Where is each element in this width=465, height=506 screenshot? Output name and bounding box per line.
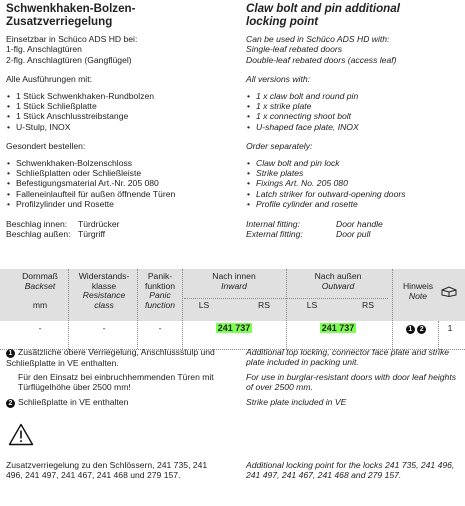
note-1b-en: For use in burglar-resistant doors with door leaf heights of over 2500 mm. xyxy=(246,372,457,393)
list-item: • 1 x claw bolt and round pin xyxy=(246,91,465,101)
header-outward: Nach außen Outward xyxy=(314,271,362,291)
package-icon xyxy=(441,286,457,297)
header-backset: Dornmaß Backset xyxy=(22,271,58,291)
usage-intro-de: Einsetzbar in Schüco ADS HD bei: xyxy=(6,34,138,44)
header-panic: Panik- funktion Panic function xyxy=(144,271,176,310)
list-item: • U-shaped face plate, INOX xyxy=(246,122,465,132)
all-versions-list-de xyxy=(6,91,228,133)
table-divider xyxy=(438,321,439,349)
usage-item-de: 2-flg. Anschlagtüren (Gangflügel) xyxy=(6,54,132,65)
cell-panic: - xyxy=(158,323,162,333)
list-item: • Claw bolt and pin lock xyxy=(246,158,465,168)
list-item: • 1 Stück Schwenkhaken-Rundbolzen xyxy=(6,91,228,101)
header-backset-unit: mm xyxy=(32,300,48,310)
german-column xyxy=(6,2,228,240)
note-1-en: Additional top locking, connector face plate and strike plate included in packing unit. xyxy=(246,347,450,368)
list-item: • 1 x strike plate xyxy=(246,101,465,111)
order-list-de xyxy=(6,158,228,210)
cell-backset: - xyxy=(38,323,42,333)
note-1b-de: Für den Einsatz bei einbruchhemmenden Türen mit Türflügelhöhe über 2500 mm! xyxy=(18,372,214,393)
english-column xyxy=(246,2,465,240)
header-note: Hinweis Note xyxy=(402,281,434,301)
header-inward: Nach innen Inward xyxy=(212,271,256,291)
list-item: • Strike plates xyxy=(246,168,465,178)
order-list-en xyxy=(246,158,465,210)
title-en: Claw bolt and pin additional locking point xyxy=(246,2,400,28)
note-2-en: Strike plate included in VE xyxy=(246,397,347,407)
cell-inward-article xyxy=(184,324,284,334)
article-number: 241 737 xyxy=(321,323,355,333)
usage-item-en: Single-leaf rebated doors xyxy=(246,44,343,55)
list-item: • Schließplatten oder Schließleiste xyxy=(6,168,228,178)
note-number-icon: 1 xyxy=(406,325,415,334)
warning-icon xyxy=(8,423,34,446)
table-divider xyxy=(392,269,393,349)
note-number-icon: 2 xyxy=(6,399,15,408)
note-1-de: 1 Zusätzliche obere Verriegelung, Anschlussstulp und Schließplatte in VE enthalten. xyxy=(6,347,215,368)
usage-item-de: 1-flg. Anschlagtüren xyxy=(6,44,82,55)
list-item: • Befestigungsmaterial Art.-Nr. 205 080 xyxy=(6,178,228,188)
header-outward-rs: RS xyxy=(362,300,374,310)
cell-resistance: - xyxy=(102,323,106,333)
list-item: • U-Stulp, INOX xyxy=(6,122,228,132)
footer-en: Additional locking point for the locks 241 735, 241 496, 241 497, 241 467, 241 468 and 279 157. xyxy=(246,460,455,481)
header-inward-ls: LS xyxy=(198,300,210,310)
list-item: • 1 Stück Schließplatte xyxy=(6,101,228,111)
table-divider xyxy=(184,298,388,299)
all-versions-heading-de: Alle Ausführungen mit: xyxy=(6,74,92,85)
fitting-row-de: Beschlag innen: Türdrücker xyxy=(6,218,120,229)
fitting-row-en: Internal fitting: Door handle xyxy=(246,218,383,229)
list-item: • Profile cylinder and rosette xyxy=(246,199,465,209)
fitting-row-en: External fitting: Door pull xyxy=(246,229,371,240)
usage-intro-en: Can be used in Schüco ADS HD with: xyxy=(246,34,390,44)
list-item: • 1 Stück Anschlusstreibstange xyxy=(6,111,228,121)
usage-item-en: Double-leaf rebated doors (access leaf) xyxy=(246,54,397,65)
cell-quantity: 1 xyxy=(447,323,453,333)
article-number: 241 737 xyxy=(217,323,251,333)
list-item: • Profilzylinder und Rosette xyxy=(6,199,228,209)
header-outward-ls: LS xyxy=(306,300,318,310)
order-heading-de: Gesondert bestellen: xyxy=(6,141,86,152)
note-number-icon: 2 xyxy=(417,325,426,334)
note-number-icon: 1 xyxy=(6,349,15,358)
header-resistance: Widerstands- klasse Resistance class xyxy=(78,271,130,310)
cell-outward-article xyxy=(288,324,388,334)
table-divider xyxy=(68,269,69,349)
title-de: Schwenkhaken-Bolzen- Zusatzverriegelung xyxy=(6,2,136,28)
header-inward-rs: RS xyxy=(258,300,270,310)
list-item: • Latch striker for outward-opening doors xyxy=(246,189,465,199)
order-heading-en: Order separately: xyxy=(246,141,313,152)
all-versions-list-en xyxy=(246,91,465,133)
table-divider xyxy=(137,269,138,349)
fitting-row-de: Beschlag außen: Türgriff xyxy=(6,229,106,240)
footer-de: Zusatzverriegelung zu den Schlössern, 241 735, 241 496, 241 497, 241 467, 241 468 und 279 157. xyxy=(6,460,208,481)
table-divider xyxy=(182,269,183,349)
cell-note xyxy=(396,324,436,334)
list-item: • 1 x connecting shoot bolt xyxy=(246,111,465,121)
table-divider xyxy=(286,269,287,349)
list-item: • Fixings Art. No. 205 080 xyxy=(246,178,465,188)
all-versions-heading-en: All versions with: xyxy=(246,74,310,85)
list-item: • Falleneinlaufteil für außen öffnende Türen xyxy=(6,189,228,199)
note-2-de: 2 Schließplatte in VE enthalten xyxy=(6,397,228,408)
list-item: • Schwenkhaken-Bolzenschloss xyxy=(6,158,228,168)
